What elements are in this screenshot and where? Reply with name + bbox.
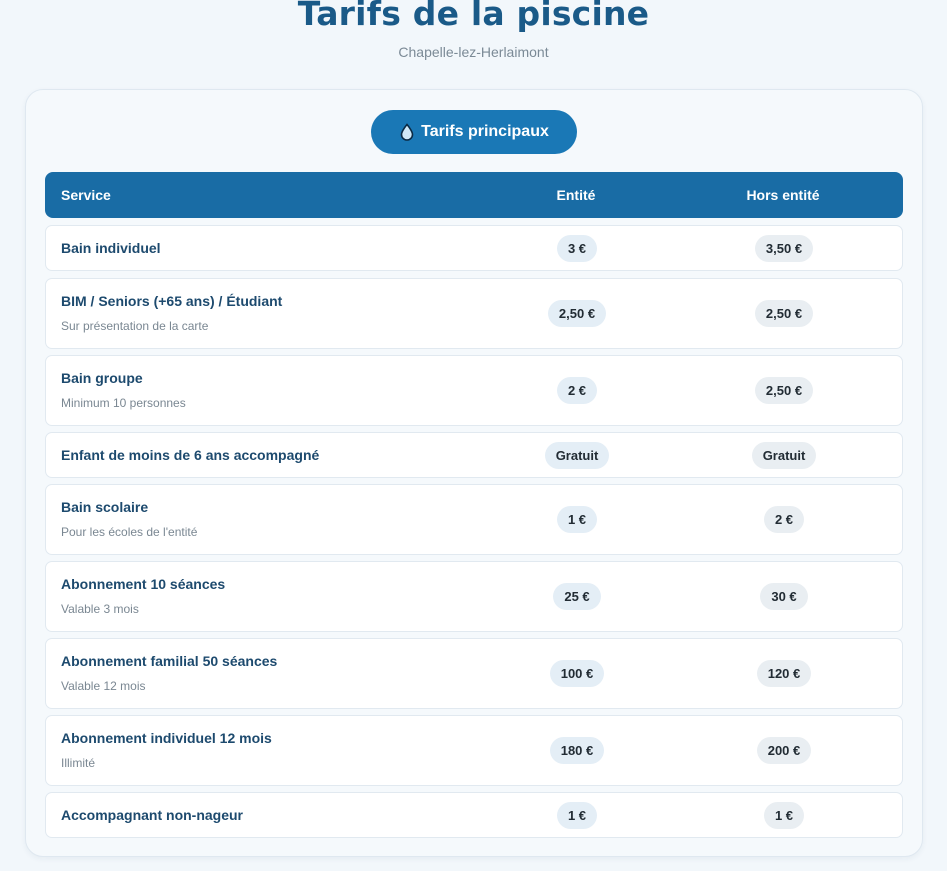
price-entite: 3 €: [557, 235, 597, 262]
price-hors-entite-cell: [691, 226, 877, 270]
price-entite-cell: [484, 793, 670, 837]
pricing-card: [25, 89, 923, 857]
service-name: Enfant de moins de 6 ans accompagné: [61, 447, 320, 463]
price-hors-entite: 2,50 €: [755, 300, 813, 327]
service-name: BIM / Seniors (+65 ans) / Étudiant: [61, 293, 283, 309]
column-header-hors-entite: Hors entité: [746, 187, 820, 203]
service-note: Sur présentation de la carte: [61, 319, 209, 333]
service-note: Illimité: [61, 756, 96, 770]
price-entite-cell: [484, 639, 670, 708]
price-entite-cell: [484, 279, 670, 348]
table-row: [45, 638, 903, 709]
price-hors-entite: 2,50 €: [755, 377, 813, 404]
price-entite: 1 €: [557, 506, 597, 533]
table-row: [45, 355, 903, 426]
price-hors-entite: 1 €: [764, 802, 804, 829]
water-drop-icon: [399, 123, 415, 141]
price-entite-cell: [484, 562, 670, 631]
service-note: Pour les écoles de l'entité: [61, 525, 198, 539]
price-hors-entite-cell: [691, 793, 877, 837]
price-entite: Gratuit: [545, 442, 610, 469]
price-entite: 180 €: [550, 737, 605, 764]
service-name: Bain scolaire: [61, 499, 149, 515]
tab-tarifs-principaux[interactable]: [371, 110, 577, 154]
page-subtitle: Chapelle-lez-Herlaimont: [398, 44, 549, 60]
price-hors-entite: 30 €: [760, 583, 807, 610]
table-row: [45, 278, 903, 349]
column-header-entite: Entité: [556, 187, 596, 203]
table-row: [45, 561, 903, 632]
service-name: Bain individuel: [61, 240, 161, 256]
service-note: Minimum 10 personnes: [61, 396, 186, 410]
page-title: Tarifs de la piscine: [297, 0, 650, 33]
service-name: Accompagnant non-nageur: [61, 807, 244, 823]
table-row: [45, 484, 903, 555]
price-entite: 25 €: [553, 583, 600, 610]
price-hors-entite-cell: [691, 433, 877, 477]
column-header-service: Service: [61, 187, 111, 203]
price-hors-entite-cell: [691, 716, 877, 785]
price-hors-entite: 200 €: [757, 737, 812, 764]
service-note: Valable 3 mois: [61, 602, 139, 616]
service-name: Abonnement individuel 12 mois: [61, 730, 272, 746]
price-hors-entite: Gratuit: [752, 442, 817, 469]
price-entite-cell: [484, 433, 670, 477]
price-hors-entite-cell: [691, 485, 877, 554]
price-entite-cell: [484, 226, 670, 270]
price-entite: 1 €: [557, 802, 597, 829]
price-hors-entite-cell: [691, 356, 877, 425]
price-hors-entite: 2 €: [764, 506, 804, 533]
price-hors-entite: 120 €: [757, 660, 812, 687]
price-entite: 2 €: [557, 377, 597, 404]
price-hors-entite: 3,50 €: [755, 235, 813, 262]
service-note: Valable 12 mois: [61, 679, 146, 693]
price-entite: 2,50 €: [548, 300, 606, 327]
table-row: [45, 715, 903, 786]
table-row: [45, 225, 903, 271]
service-name: Bain groupe: [61, 370, 143, 386]
price-entite: 100 €: [550, 660, 605, 687]
price-hors-entite-cell: [691, 562, 877, 631]
service-name: Abonnement familial 50 séances: [61, 653, 278, 669]
price-entite-cell: [484, 485, 670, 554]
price-hors-entite-cell: [691, 639, 877, 708]
price-entite-cell: [484, 716, 670, 785]
price-entite-cell: [484, 356, 670, 425]
service-name: Abonnement 10 séances: [61, 576, 226, 592]
table-row: [45, 792, 903, 838]
tab-label: Tarifs principaux: [421, 123, 549, 140]
price-hors-entite-cell: [691, 279, 877, 348]
table-row: [45, 432, 903, 478]
table-header: [45, 172, 903, 218]
